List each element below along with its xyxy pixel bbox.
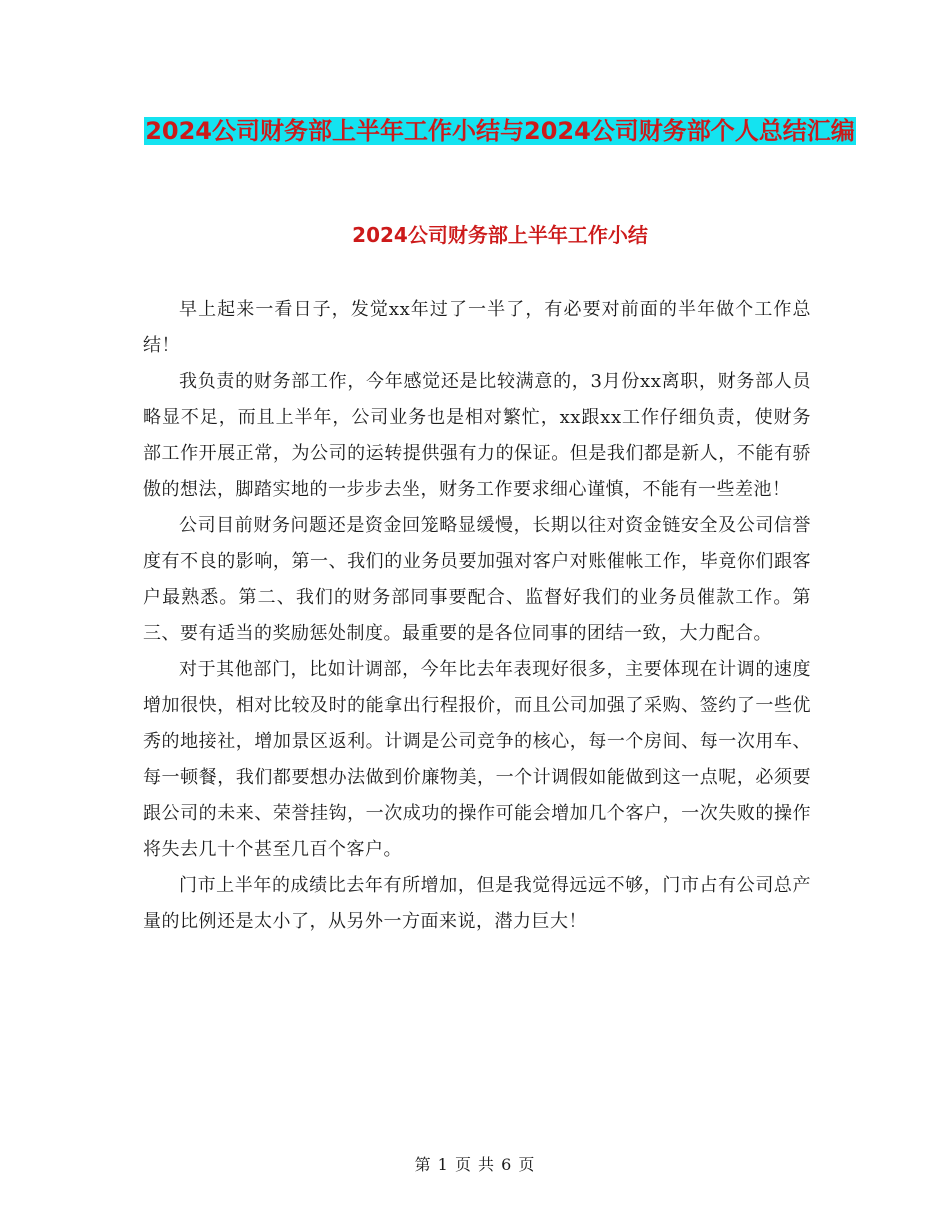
main-title — [140, 108, 860, 154]
paragraph: 公司目前财务问题还是资金回笼略显缓慢，长期以往对资金链安全及公司信誉度有不良的影响，第一、我们的业务员要加强对客户对账催帐工作，毕竟你们跟客户最熟悉。第二、我们的财务部同事要配合、监督好我们的业务员催款工作。第三、要有适当的奖励惩处制度。最重要的是各位同事的团结一致，大力配合。 — [143, 515, 811, 644]
section-title: 2024公司财务部上半年工作小结 — [352, 223, 648, 247]
body-text — [143, 292, 811, 940]
paragraph: 早上起来一看日子，发觉xx年过了一半了，有必要对前面的半年做个工作总结！ — [143, 299, 811, 356]
main-title-text: 2024公司财务部上半年工作小结与2024公司财务部个人总结汇编 — [145, 117, 855, 145]
paragraph: 对于其他部门，比如计调部，今年比去年表现好很多，主要体现在计调的速度增加很快，相对比较及时的能拿出行程报价，而且公司加强了采购、签约了一些优秀的地接社，增加景区返利。计调是公司竞争的核心，每一个房间、每一次用车、每一顿餐，我们都要想办法做到价廉物美，一个计调假如能做到这一点呢，必须要跟公司的未来、荣誉挂钩，一次成功的操作可能会增加几个客户，一次失败的操作将失去几十个甚至几百个客户。 — [143, 659, 811, 860]
paragraph: 门市上半年的成绩比去年有所增加，但是我觉得远远不够，门市占有公司总产量的比例还是太小了，从另外一方面来说，潜力巨大！ — [143, 875, 811, 932]
page-footer: 第 1 页 共 6 页 — [414, 1155, 536, 1174]
paragraph: 我负责的财务部工作，今年感觉还是比较满意的，3月份xx离职，财务部人员略显不足，而且上半年，公司业务也是相对繁忙，xx跟xx工作仔细负责，使财务部工作开展正常，为公司的运转提供强有力的保证。但是我们都是新人，不能有骄傲的想法，脚踏实地的一步步去坐，财务工作要求细心谨慎，不能有一些差池！ — [143, 371, 811, 500]
